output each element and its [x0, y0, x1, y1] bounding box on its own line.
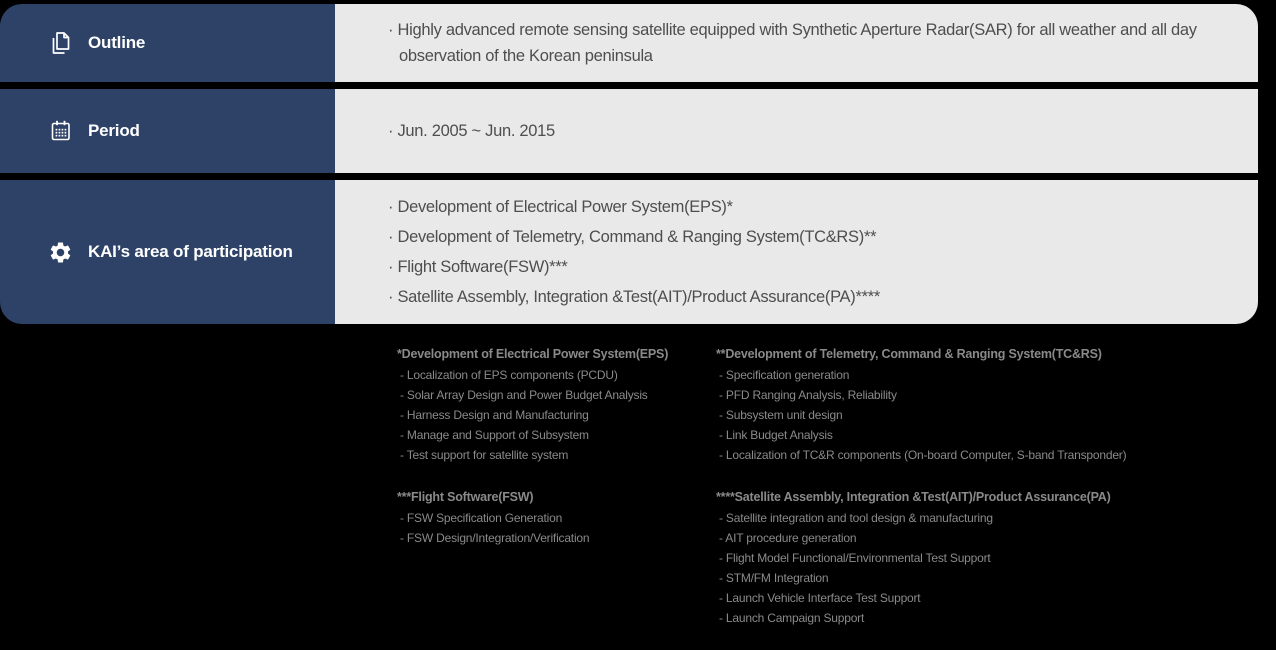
period-label: Period [88, 121, 140, 140]
outline-label-panel [0, 4, 335, 82]
footnote-item: - FSW Specification Generation [400, 511, 563, 525]
footnote-fsw-items [397, 508, 709, 548]
footnote-item: - Satellite integration and tool design & manufacturing [719, 511, 993, 525]
gear-icon [47, 239, 73, 265]
footnote-item: - Test support for satellite system [400, 448, 569, 462]
outline-row [0, 4, 1258, 82]
footnote-item: - Launch Vehicle Interface Test Support [719, 591, 921, 605]
footnote-item: - PFD Ranging Analysis, Reliability [719, 388, 897, 402]
participation-text-line: · Flight Software(FSW)*** [388, 258, 568, 276]
calendar-icon [47, 118, 73, 144]
outline-text-list [388, 17, 1258, 69]
participation-text-line: · Development of Electrical Power System(EPS)* [388, 198, 733, 216]
footnote-ait-title: ****Satellite Assembly, Integration &Test(AIT)/Product Assurance(PA) [716, 490, 1111, 504]
footnote-eps-items [397, 365, 709, 465]
participation-text-line: · Development of Telemetry, Command & Ranging System(TC&RS)** [388, 228, 877, 246]
footnote-item: - Localization of EPS components (PCDU) [400, 368, 618, 382]
footnote-tcrs-title: **Development of Telemetry, Command & Ranging System(TC&RS) [716, 347, 1102, 361]
document-copy-icon [47, 30, 73, 56]
participation-label-panel [0, 180, 335, 324]
participation-label: KAI’s area of participation [88, 242, 293, 261]
period-content [335, 89, 1258, 173]
footnote-ait-items [716, 508, 1276, 628]
period-text-line: · Jun. 2005 ~ Jun. 2015 [388, 122, 555, 140]
footnotes-column-1 [397, 344, 709, 570]
footnote-item: - Solar Array Design and Power Budget Analysis [400, 388, 648, 402]
footnote-item: - Harness Design and Manufacturing [400, 408, 589, 422]
participation-row [0, 180, 1258, 324]
footnotes-column-2 [716, 344, 1276, 650]
outline-text-line: · Highly advanced remote sensing satellite equipped with Synthetic Aperture Radar(SAR) for all weather and all day observation of the Korean peninsula [388, 21, 1197, 65]
period-text-list [388, 118, 1258, 144]
footnote-item: - Localization of TC&R components (On-board Computer, S-band Transponder) [719, 448, 1127, 462]
participation-text-line: · Satellite Assembly, Integration &Test(AIT)/Product Assurance(PA)**** [388, 288, 880, 306]
outline-label: Outline [88, 33, 146, 52]
footnote-fsw-title: ***Flight Software(FSW) [397, 490, 534, 504]
footnote-item: - Manage and Support of Subsystem [400, 428, 589, 442]
footnote-eps-title: *Development of Electrical Power System(EPS) [397, 347, 669, 361]
footnote-tcrs-items [716, 365, 1276, 465]
footnote-ait [716, 487, 1276, 628]
footnote-item: - STM/FM Integration [719, 571, 829, 585]
period-label-panel [0, 89, 335, 173]
footnote-eps [397, 344, 709, 465]
participation-content [335, 180, 1258, 324]
footnote-item: - Flight Model Functional/Environmental Test Support [719, 551, 991, 565]
footnote-item: - Subsystem unit design [719, 408, 843, 422]
footnote-item: - FSW Design/Integration/Verification [400, 531, 590, 545]
footnote-item: - AIT procedure generation [719, 531, 857, 545]
footnote-item: - Link Budget Analysis [719, 428, 833, 442]
period-row [0, 89, 1258, 173]
participation-text-list [388, 192, 1258, 312]
footnote-item: - Launch Campaign Support [719, 611, 865, 625]
footnote-item: - Specification generation [719, 368, 850, 382]
footnote-fsw [397, 487, 709, 548]
footnote-tcrs [716, 344, 1276, 465]
outline-content [335, 4, 1258, 82]
